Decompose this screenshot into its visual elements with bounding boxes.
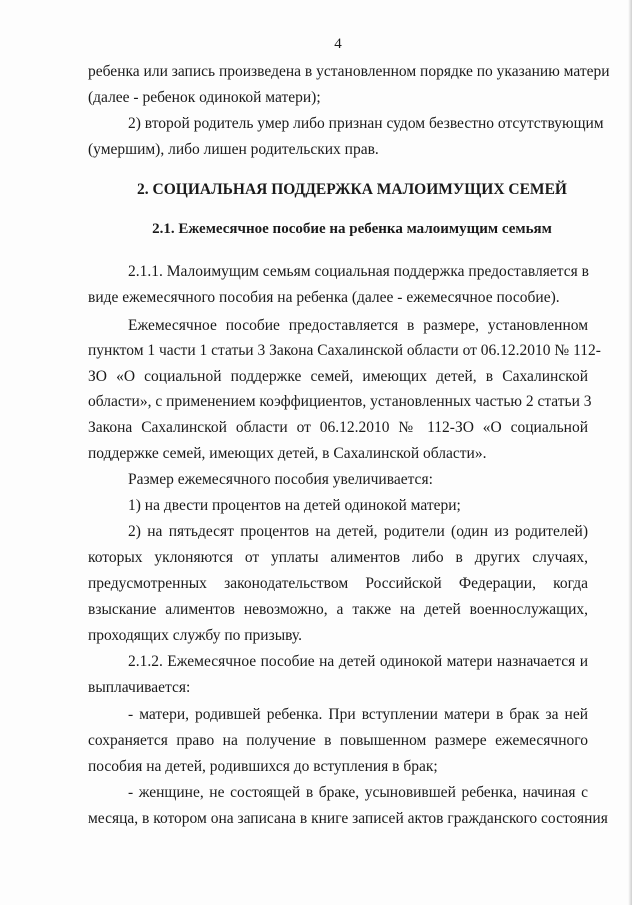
page-number: 4 [334, 36, 342, 52]
text-line: ребенка или запись произведена в установленном порядке по указанию матери [88, 63, 610, 80]
text-line: пособия на детей, родившихся до вступления в брак; [88, 758, 438, 775]
text-line: выплачивается: [88, 679, 191, 696]
text-line: 1) на двести процентов на детей одинокой матери; [128, 497, 461, 514]
scan-edge-shadow [628, 0, 632, 905]
text-line: 2) на пятьдесят процентов на детей, родители (один из родителей) [128, 523, 588, 540]
text-line: виде ежемесячного пособия на ребенка (далее - ежемесячное пособие). [88, 289, 560, 306]
text-line: предусмотренных законодательством Российской Федерации, когда [88, 575, 588, 592]
text-line: ЗО «О социальной поддержке семей, имеющих детей, в Сахалинской [88, 368, 588, 385]
text-line: сохраняется право на получение в повышенном размере ежемесячного [88, 732, 588, 749]
text-line: проходящих службу по призыву. [88, 627, 302, 644]
text-line: - матери, родившей ребенка. При вступлении матери в брак за ней [128, 706, 588, 723]
section-heading: 2. СОЦИАЛЬНАЯ ПОДДЕРЖКА МАЛОИМУЩИХ СЕМЕЙ [137, 181, 567, 198]
text-line: месяца, в котором она записана в книге записей актов гражданского состояния [88, 810, 608, 827]
text-line: Размер ежемесячного пособия увеличивается: [128, 471, 433, 488]
subsection-heading: 2.1. Ежемесячное пособие на ребенка малоимущим семьям [152, 221, 552, 237]
text-line: 2) второй родитель умер либо признан судом безвестно отсутствующим [128, 115, 604, 132]
text-line: Закона Сахалинской области от 06.12.2010 № 112-ЗО «О социальной [88, 419, 588, 436]
text-line: (умершим), либо лишен родительских прав. [88, 141, 379, 158]
text-line: - женщине, не состоящей в браке, усыновившей ребенка, начиная с [128, 784, 588, 801]
text-line: взыскание алиментов невозможно, а также на детей военнослужащих, [88, 601, 588, 618]
text-line: пунктом 1 части 1 статьи 3 Закона Сахалинской области от 06.12.2010 № 112- [88, 342, 601, 359]
text-line: поддержке семей, имеющих детей, в Сахалинской области». [88, 445, 487, 462]
text-line: 2.1.1. Малоимущим семьям социальная поддержка предоставляется в [128, 263, 589, 280]
text-line: Ежемесячное пособие предоставляется в размере, установленном [128, 317, 588, 334]
text-line: которых уклоняются от уплаты алиментов либо в других случаях, [88, 549, 588, 566]
text-line: области», с применением коэффициентов, установленных частью 2 статьи 3 [88, 393, 592, 410]
text-line: 2.1.2. Ежемесячное пособие на детей одинокой матери назначается и [128, 653, 588, 670]
text-line: (далее - ребенок одинокой матери); [88, 89, 321, 106]
